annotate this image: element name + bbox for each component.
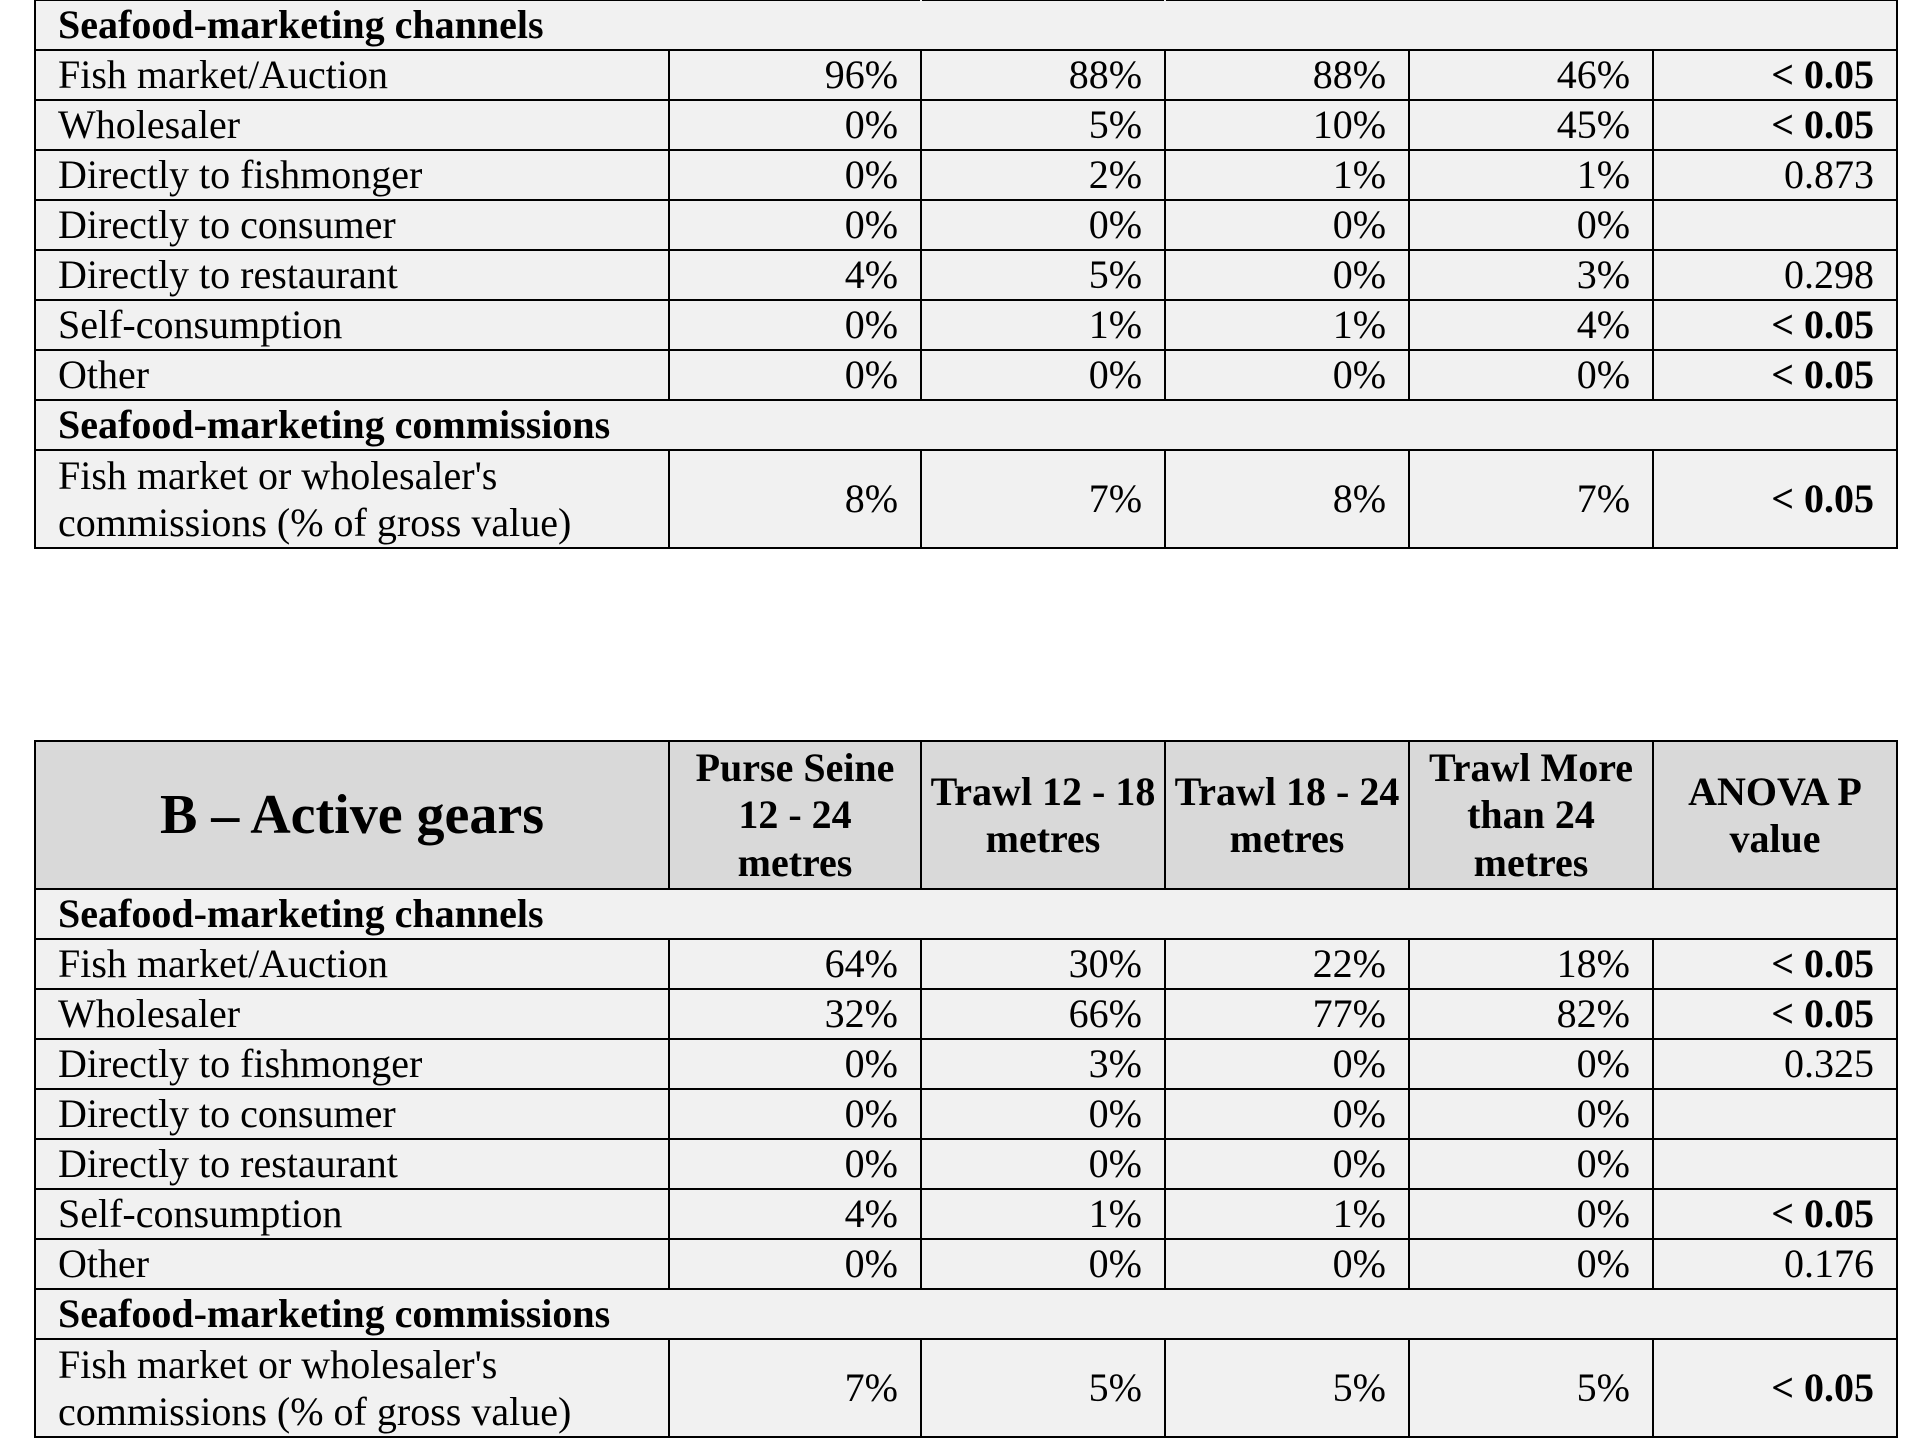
p-value-cell: < 0.05: [1653, 300, 1897, 350]
value-cell: 8%: [669, 450, 921, 548]
table-b-header-row: [35, 741, 1897, 889]
section-spacer: [921, 400, 1165, 450]
p-value-cell: < 0.05: [1653, 1189, 1897, 1239]
value-cell: 0%: [921, 1139, 1165, 1189]
value-cell: 82%: [1409, 989, 1653, 1039]
table-b-body: [35, 889, 1897, 1437]
p-value-cell: 0.176: [1653, 1239, 1897, 1289]
value-cell: 0%: [1165, 200, 1409, 250]
p-value-cell: 0.873: [1653, 150, 1897, 200]
value-cell: 0%: [1165, 1139, 1409, 1189]
value-cell: 0%: [1409, 1239, 1653, 1289]
section-header-row: [35, 0, 1897, 50]
table-b: [34, 740, 1898, 1438]
value-cell: 1%: [1165, 150, 1409, 200]
section-header-row: [35, 1289, 1897, 1339]
value-cell: 5%: [921, 250, 1165, 300]
p-value-cell: < 0.05: [1653, 1339, 1897, 1437]
column-header-trawl-over-24: Trawl More than 24 metres: [1409, 741, 1653, 889]
value-cell: 1%: [1409, 150, 1653, 200]
value-cell: 0%: [921, 200, 1165, 250]
value-cell: 0%: [669, 1039, 921, 1089]
value-cell: 0%: [669, 350, 921, 400]
table-row: [35, 300, 1897, 350]
section-title: Seafood-marketing channels: [35, 889, 921, 939]
table-a-body: [35, 0, 1897, 548]
row-label: Other: [35, 350, 669, 400]
row-label: Self-consumption: [35, 1189, 669, 1239]
column-header-purse-seine: Purse Seine 12 - 24 metres: [669, 741, 921, 889]
row-label: Self-consumption: [35, 300, 669, 350]
value-cell: 0%: [921, 350, 1165, 400]
row-label: Other: [35, 1239, 669, 1289]
section-spacer: [921, 889, 1165, 939]
table-row: [35, 1139, 1897, 1189]
section-title: Seafood-marketing channels: [35, 0, 921, 50]
p-value-cell: [1653, 1139, 1897, 1189]
section-header-row: [35, 889, 1897, 939]
table-row: [35, 100, 1897, 150]
row-label: Fish market/Auction: [35, 939, 669, 989]
value-cell: 0%: [1409, 1089, 1653, 1139]
value-cell: 7%: [1409, 450, 1653, 548]
table-row: [35, 1239, 1897, 1289]
table-row: [35, 1189, 1897, 1239]
value-cell: 1%: [921, 300, 1165, 350]
p-value-cell: < 0.05: [1653, 450, 1897, 548]
table-row: [35, 1089, 1897, 1139]
value-cell: 18%: [1409, 939, 1653, 989]
value-cell: 3%: [1409, 250, 1653, 300]
section-spacer: [1165, 1289, 1897, 1339]
value-cell: 45%: [1409, 100, 1653, 150]
value-cell: 30%: [921, 939, 1165, 989]
value-cell: 5%: [921, 1339, 1165, 1437]
table-row: [35, 1339, 1897, 1437]
value-cell: 0%: [1409, 350, 1653, 400]
p-value-cell: < 0.05: [1653, 100, 1897, 150]
row-label: Directly to fishmonger: [35, 150, 669, 200]
value-cell: 1%: [1165, 300, 1409, 350]
value-cell: 64%: [669, 939, 921, 989]
value-cell: 0%: [921, 1239, 1165, 1289]
value-cell: 1%: [1165, 1189, 1409, 1239]
p-value-cell: < 0.05: [1653, 939, 1897, 989]
value-cell: 0%: [1165, 1039, 1409, 1089]
column-header-trawl-12-18: Trawl 12 - 18 metres: [921, 741, 1165, 889]
section-spacer: [1165, 400, 1897, 450]
column-header-trawl-18-24: Trawl 18 - 24 metres: [1165, 741, 1409, 889]
p-value-cell: [1653, 200, 1897, 250]
value-cell: 0%: [669, 150, 921, 200]
value-cell: 0%: [669, 1139, 921, 1189]
p-value-cell: 0.325: [1653, 1039, 1897, 1089]
table-row: [35, 200, 1897, 250]
value-cell: 0%: [1165, 350, 1409, 400]
value-cell: 0%: [921, 1089, 1165, 1139]
section-spacer: [1165, 889, 1897, 939]
table-row: [35, 50, 1897, 100]
value-cell: 5%: [1409, 1339, 1653, 1437]
value-cell: 0%: [1165, 1089, 1409, 1139]
value-cell: 5%: [1165, 1339, 1409, 1437]
value-cell: 46%: [1409, 50, 1653, 100]
value-cell: 88%: [921, 50, 1165, 100]
section-spacer: [921, 0, 1165, 50]
table-row: [35, 1039, 1897, 1089]
table-b-title: B – Active gears: [35, 741, 669, 889]
row-label: Fish market/Auction: [35, 50, 669, 100]
section-spacer: [1165, 0, 1897, 50]
value-cell: 22%: [1165, 939, 1409, 989]
table-row: [35, 250, 1897, 300]
p-value-cell: < 0.05: [1653, 350, 1897, 400]
value-cell: 0%: [669, 1089, 921, 1139]
value-cell: 5%: [921, 100, 1165, 150]
section-header-row: [35, 400, 1897, 450]
value-cell: 10%: [1165, 100, 1409, 150]
table-a: [34, 0, 1898, 549]
p-value-cell: 0.298: [1653, 250, 1897, 300]
value-cell: 0%: [1409, 200, 1653, 250]
row-label: Fish market or wholesaler's commissions (% of gross value): [35, 1339, 669, 1437]
table-row: [35, 939, 1897, 989]
table-row: [35, 350, 1897, 400]
column-header-anova-p: ANOVA P value: [1653, 741, 1897, 889]
row-label: Wholesaler: [35, 100, 669, 150]
row-label: Directly to restaurant: [35, 1139, 669, 1189]
value-cell: 2%: [921, 150, 1165, 200]
value-cell: 32%: [669, 989, 921, 1039]
value-cell: 1%: [921, 1189, 1165, 1239]
value-cell: 7%: [669, 1339, 921, 1437]
row-label: Directly to consumer: [35, 1089, 669, 1139]
value-cell: 66%: [921, 989, 1165, 1039]
section-spacer: [921, 1289, 1165, 1339]
value-cell: 77%: [1165, 989, 1409, 1039]
p-value-cell: < 0.05: [1653, 989, 1897, 1039]
value-cell: 3%: [921, 1039, 1165, 1089]
value-cell: 0%: [1409, 1039, 1653, 1089]
row-label: Wholesaler: [35, 989, 669, 1039]
value-cell: 4%: [1409, 300, 1653, 350]
value-cell: 7%: [921, 450, 1165, 548]
value-cell: 96%: [669, 50, 921, 100]
row-label: Directly to restaurant: [35, 250, 669, 300]
value-cell: 0%: [1165, 250, 1409, 300]
value-cell: 0%: [1165, 1239, 1409, 1289]
section-title: Seafood-marketing commissions: [35, 1289, 921, 1339]
value-cell: 0%: [669, 100, 921, 150]
value-cell: 0%: [669, 300, 921, 350]
section-title: Seafood-marketing commissions: [35, 400, 921, 450]
value-cell: 0%: [1409, 1189, 1653, 1239]
table-row: [35, 150, 1897, 200]
value-cell: 4%: [669, 1189, 921, 1239]
table-row: [35, 450, 1897, 548]
row-label: Directly to consumer: [35, 200, 669, 250]
p-value-cell: [1653, 1089, 1897, 1139]
row-label: Fish market or wholesaler's commissions (% of gross value): [35, 450, 669, 548]
value-cell: 4%: [669, 250, 921, 300]
value-cell: 0%: [669, 1239, 921, 1289]
value-cell: 88%: [1165, 50, 1409, 100]
p-value-cell: < 0.05: [1653, 50, 1897, 100]
table-row: [35, 989, 1897, 1039]
value-cell: 0%: [669, 200, 921, 250]
value-cell: 8%: [1165, 450, 1409, 548]
row-label: Directly to fishmonger: [35, 1039, 669, 1089]
value-cell: 0%: [1409, 1139, 1653, 1189]
